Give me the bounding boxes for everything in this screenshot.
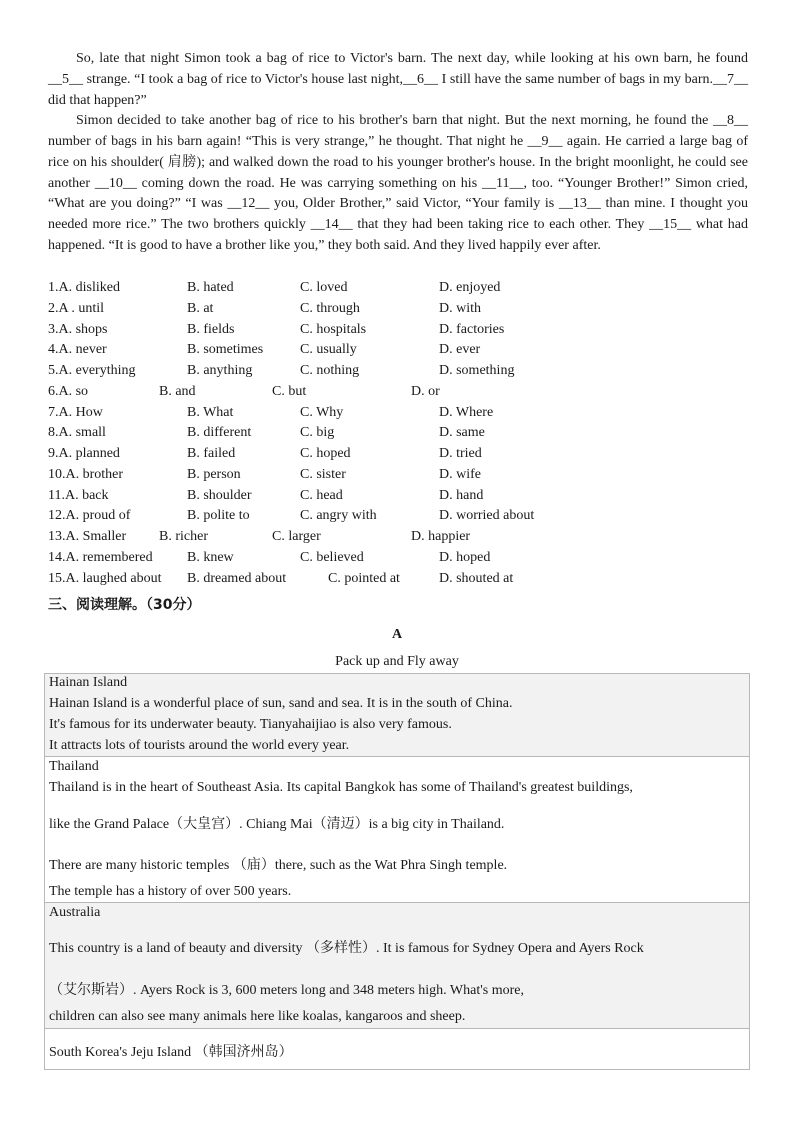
table-text-line: It's famous for its underwater beauty. Tianyahaijiao is also very famous. xyxy=(49,717,452,732)
option-choice: B. anything xyxy=(187,363,253,378)
cloze-passage xyxy=(48,49,748,257)
option-choice: D. wife xyxy=(439,466,481,482)
option-choice: 7.A. How xyxy=(48,404,103,420)
option-choice: D. enjoyed xyxy=(439,280,501,295)
option-choice: D. factories xyxy=(439,321,505,337)
option-choice: C. big xyxy=(300,425,335,441)
option-choice: D. hoped xyxy=(439,549,491,565)
table-cell-thailand xyxy=(44,756,750,903)
option-choice: D. or xyxy=(411,383,440,399)
option-choice: B. dreamed about xyxy=(187,570,287,586)
table-text-line: This country is a land of beauty and diversity （多样性）. It is famous for Sydney Opera and Ayers Rock xyxy=(49,941,644,956)
option-choice: 13.A. Smaller xyxy=(48,529,127,544)
table-cell-jeju xyxy=(44,1028,750,1070)
option-choice: C. head xyxy=(300,487,343,503)
option-choice: B. fields xyxy=(187,321,235,337)
table-cell-hainan xyxy=(44,673,750,757)
passage-paragraph-2: Simon decided to take another bag of rice to his brother's barn that night. But the next morning, he found the __8__ number of bags in his barn again! “This is very strange,” he thought. That night he __9__ again. He carried a large bag of rice on his shoulder( 肩膀); and walked down the road to his younger brother's house. In the bright moonlight, he could see another __10__ coming down the road. He was carrying something on his __11__, too. “Younger Brother!” Simon cried, “What are you doing?” “I was __12__ you, Older Brother,” said Victor, “Your family is __13__ than mine. I thought you needed more rice.” The two brothers quickly __14__ that they had been taking rice to each other. They __15__ what had happened. “It is good to have a brother like you,” they both said. And they lived happily ever after. xyxy=(48,113,748,253)
table-text-line: There are many historic temples （庙）there, such as the Wat Phra Singh temple. xyxy=(49,858,508,873)
passage-title: Pack up and Fly away xyxy=(335,654,459,669)
option-choice: C. usually xyxy=(300,342,357,358)
option-choice: D. Where xyxy=(439,404,494,420)
option-choice: 2.A . until xyxy=(48,300,105,316)
option-choice: C. angry with xyxy=(300,508,377,524)
option-choice: C. loved xyxy=(300,280,348,295)
option-choice: B. sometimes xyxy=(187,342,264,358)
option-choice: 11.A. back xyxy=(48,487,109,503)
option-choice: D. same xyxy=(439,425,485,441)
option-choice: 4.A. never xyxy=(48,342,107,358)
option-choice: D. something xyxy=(439,363,515,378)
option-choice: D. hand xyxy=(439,487,484,503)
section-heading: 三、阅读理解。（30分） xyxy=(48,597,201,613)
option-choice: C. pointed at xyxy=(328,570,400,586)
option-choice: C. Why xyxy=(300,404,344,420)
destination-name: Thailand xyxy=(49,759,99,774)
option-choice: 8.A. small xyxy=(48,425,106,441)
option-choice: B. at xyxy=(187,300,214,316)
option-choice: 9.A. planned xyxy=(48,446,120,461)
option-choice: B. What xyxy=(187,404,234,420)
option-choice: B. hated xyxy=(187,280,234,295)
table-text-line: children can also see many animals here like koalas, kangaroos and sheep. xyxy=(49,1009,466,1024)
destination-name: South Korea's Jeju Island （韩国济州岛） xyxy=(49,1045,293,1060)
option-choice: C. but xyxy=(272,383,307,399)
destination-name: Hainan Island xyxy=(49,675,128,690)
option-choice: C. larger xyxy=(272,529,321,544)
option-choice: B. shoulder xyxy=(187,487,252,503)
option-choice: B. different xyxy=(187,425,252,441)
option-choice: 1.A. disliked xyxy=(48,280,120,295)
option-choice: 5.A. everything xyxy=(48,363,136,378)
option-choice: C. hoped xyxy=(300,446,351,461)
option-choice: 14.A. remembered xyxy=(48,549,153,565)
option-choice: 6.A. so xyxy=(48,383,89,399)
option-choice: 15.A. laughed about xyxy=(48,570,162,586)
option-choice: D. happier xyxy=(411,529,471,544)
option-choice: D. with xyxy=(439,300,481,316)
table-text-line: like the Grand Palace（大皇宫）. Chiang Mai（清迈）is a big city in Thailand. xyxy=(49,817,505,832)
destination-name: Australia xyxy=(49,905,101,920)
table-text-line: Thailand is in the heart of Southeast Asia. Its capital Bangkok has some of Thailand's greatest buildings, xyxy=(49,780,633,795)
table-text-line: Hainan Island is a wonderful place of sun, sand and sea. It is in the south of China. xyxy=(49,696,513,711)
option-choice: C. through xyxy=(300,300,360,316)
passage-paragraph-1: So, late that night Simon took a bag of rice to Victor's barn. The next day, while looking at his own barn, he found __5__ strange. “I took a bag of rice to Victor's house last night,__6__ I still have the same number of bags in my barn.__7__ did that happen?” xyxy=(48,51,748,108)
option-choice: B. polite to xyxy=(187,508,250,524)
option-choice: B. knew xyxy=(187,549,234,565)
option-choice: D. tried xyxy=(439,446,482,461)
option-choice: 12.A. proud of xyxy=(48,508,131,524)
passage-letter: A xyxy=(391,627,403,642)
option-choice: B. person xyxy=(187,466,241,482)
option-choice: D. shouted at xyxy=(439,570,514,586)
option-choice: C. nothing xyxy=(300,363,360,378)
option-choice: C. believed xyxy=(300,549,364,565)
option-choice: C. sister xyxy=(300,466,346,482)
table-cell-australia xyxy=(44,902,750,1029)
option-choice: 10.A. brother xyxy=(48,466,124,482)
option-choice: B. and xyxy=(159,383,196,399)
option-choice: D. ever xyxy=(439,342,481,358)
option-choice: D. worried about xyxy=(439,508,535,524)
table-text-line: It attracts lots of tourists around the world every year. xyxy=(49,738,350,753)
table-text-line: The temple has a history of over 500 years. xyxy=(49,884,292,899)
option-choice: C. hospitals xyxy=(300,321,367,337)
option-choice: 3.A. shops xyxy=(48,321,108,337)
table-text-line: （艾尔斯岩）. Ayers Rock is 3, 600 meters long and 348 meters high. What's more, xyxy=(49,983,524,998)
option-choice: B. failed xyxy=(187,446,236,461)
option-choice: B. richer xyxy=(159,529,208,544)
